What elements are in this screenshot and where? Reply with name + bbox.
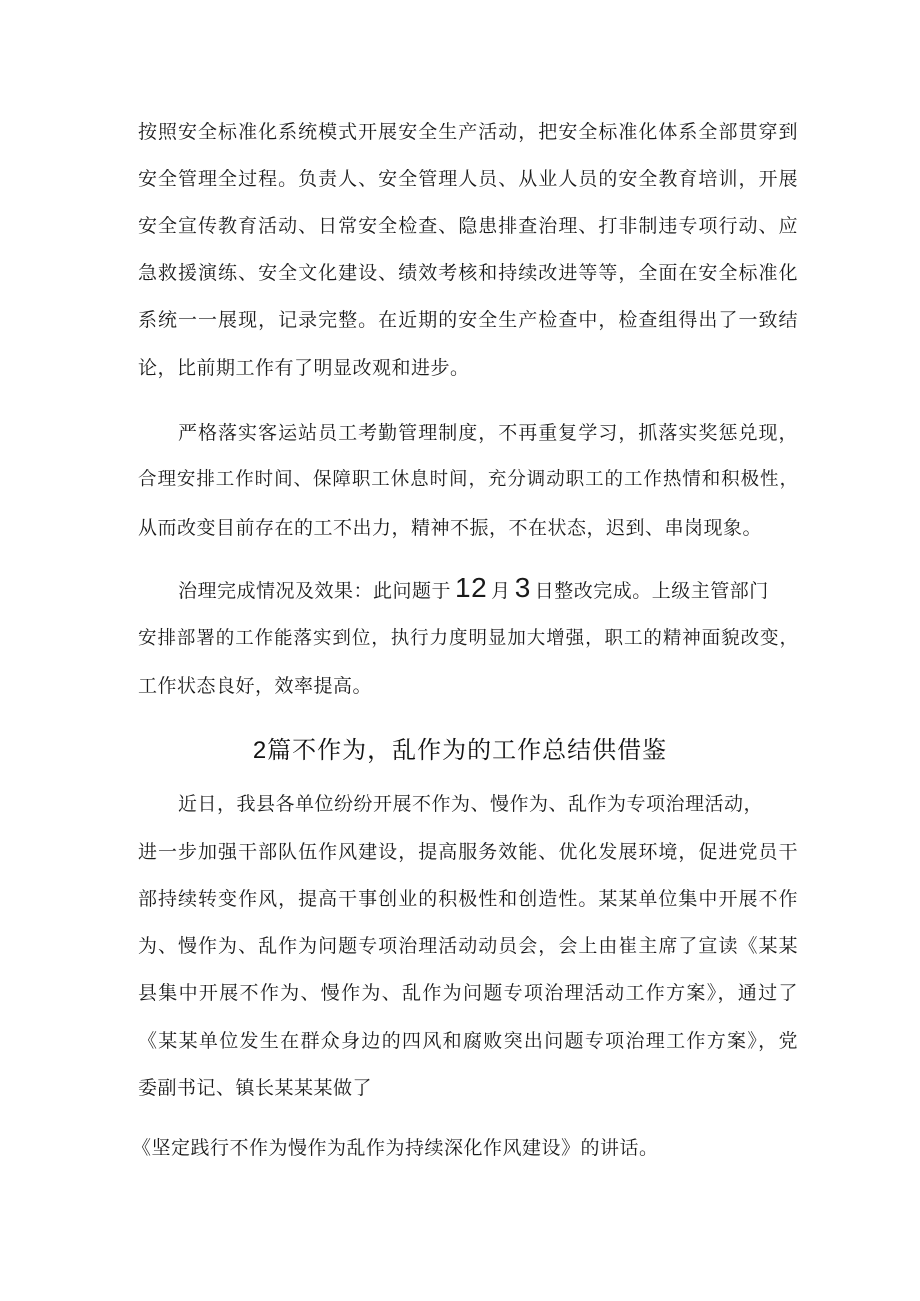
text-line: 《某某单位发生在群众身边的四风和腐败突出问题专项治理工作方案》，党 xyxy=(138,1030,798,1052)
text-line: 进一步加强干部队伍作风建设，提高服务效能、优化发展环境，促进党员干 xyxy=(138,841,798,863)
text-line: 部持续转变作风，提高干事创业的积极性和创造性。某某单位集中开展不作 xyxy=(138,888,798,910)
text-fragment: 日整改完成。上级主管部门 xyxy=(534,580,769,602)
text-line: 按照安全标准化系统模式开展安全生产活动，把安全标准化体系全部贯穿到 xyxy=(138,121,798,143)
text-line: 安排部署的工作能落实到位，执行力度明显加大增强，职工的精神面貌改变， xyxy=(138,628,798,649)
text-line: 急救援演练、安全文化建设、绩效考核和持续改进等等，全面在安全标准化 xyxy=(138,262,798,284)
text-line: 严格落实客运站员工考勤管理制度，不再重复学习，抓落实奖惩兑现， xyxy=(178,422,798,444)
month-number: 12 xyxy=(455,572,488,603)
text-line: 安全宣传教育活动、日常安全检查、隐患排查治理、打非制违专项行动、应 xyxy=(138,215,798,237)
text-line: 安全管理全过程。负责人、安全管理人员、从业人员的安全教育培训，开展 xyxy=(138,168,798,190)
text-line: 合理安排工作时间、保障职工休息时间，充分调动职工的工作热情和积极性， xyxy=(138,469,798,490)
text-line: 为、慢作为、乱作为问题专项治理活动动员会，会上由崔主席了宣读《某某 xyxy=(138,935,798,957)
text-fragment: 治理完成情况及效果：此问题于 xyxy=(178,580,452,602)
text-line: 论，比前期工作有了明显改观和进步。 xyxy=(138,357,470,379)
heading-number: 2 xyxy=(252,737,268,764)
section-heading xyxy=(0,735,920,766)
text-line: 委副书记、镇长某某某做了 xyxy=(138,1077,373,1099)
heading-text: 篇不作为，乱作为的工作总结供借鉴 xyxy=(267,736,668,764)
text-line: 近日，我县各单位纷纷开展不作为、慢作为、乱作为专项治理活动， xyxy=(178,793,764,815)
text-line: 县集中开展不作为、慢作为、乱作为问题专项治理活动工作方案》，通过了 xyxy=(138,982,798,1004)
text-line xyxy=(178,572,798,603)
text-line: 《坚定践行不作为慢作为乱作为持续深化作风建设》的讲话。 xyxy=(132,1137,659,1159)
text-line: 从而改变目前存在的工不出力，精神不振，不在状态，迟到、串岗现象。 xyxy=(138,517,763,539)
month-unit: 月 xyxy=(491,580,511,602)
text-line: 工作状态良好，效率提高。 xyxy=(138,675,373,697)
day-number: 3 xyxy=(514,572,531,603)
text-line: 系统一一展现，记录完整。在近期的安全生产检查中，检查组得出了一致结 xyxy=(138,309,798,331)
